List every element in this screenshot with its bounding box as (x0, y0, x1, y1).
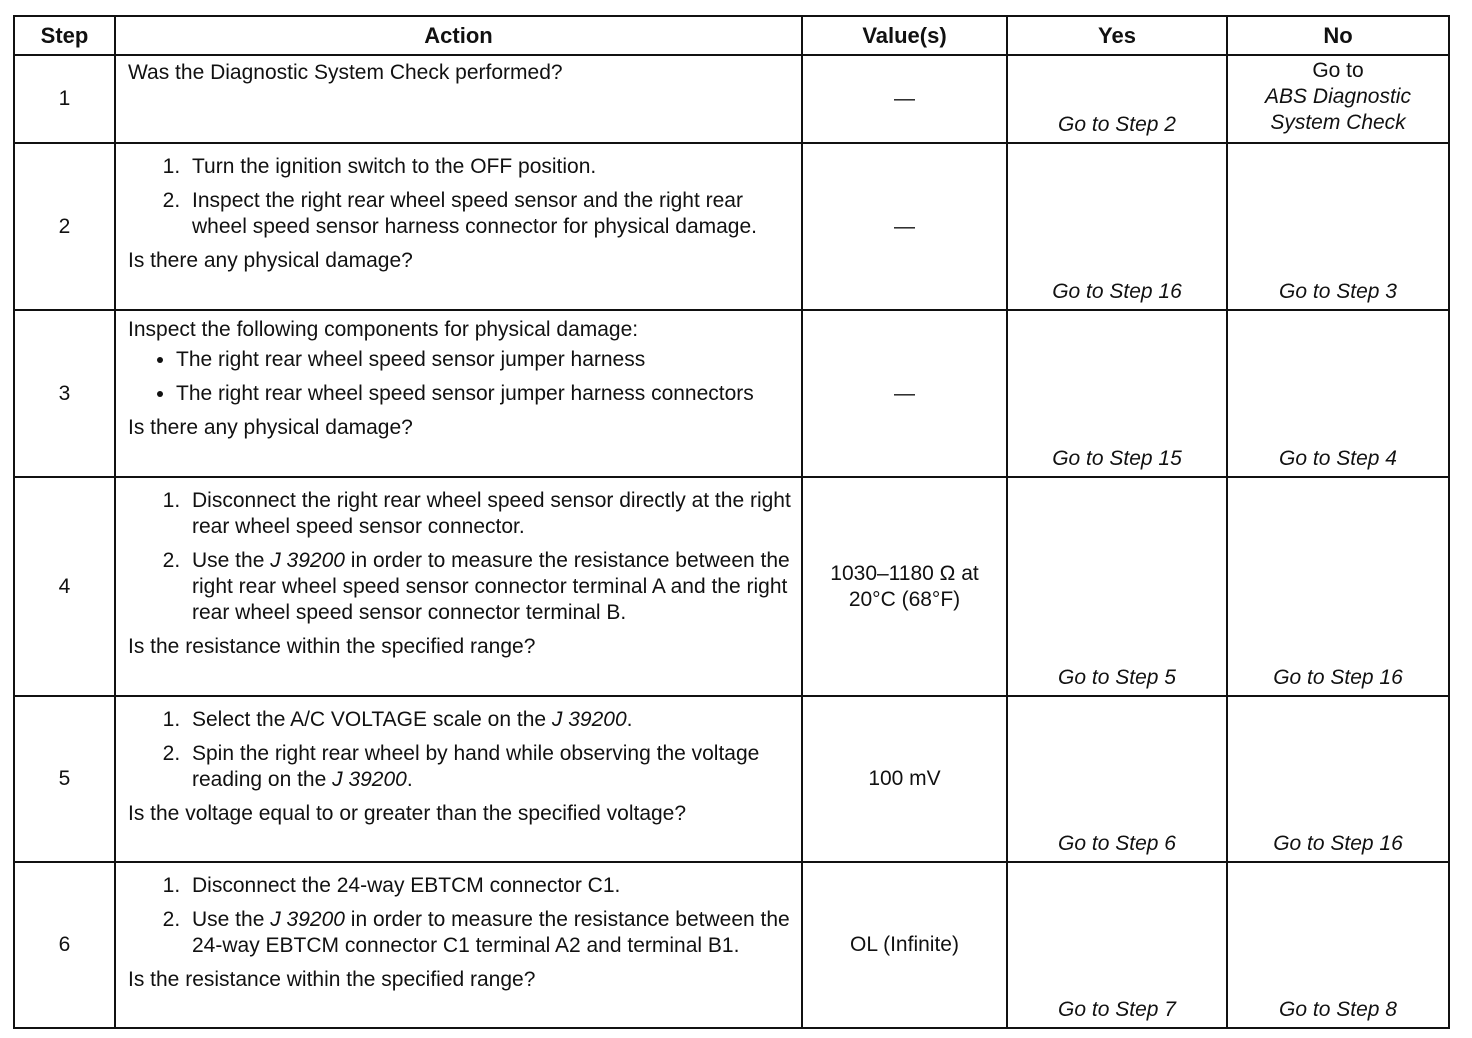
step-number: 5 (14, 696, 115, 862)
action-intro: Inspect the following components for physical damage: (128, 318, 639, 341)
header-values: Value(s) (802, 16, 1007, 55)
tool-reference: J 39200 (332, 768, 407, 791)
procedure-item: 1. Disconnect the 24-way EBTCM connector C1. (186, 873, 795, 899)
header-yes: Yes (1007, 16, 1227, 55)
table-row (14, 143, 1449, 310)
value-cell: — (802, 55, 1007, 143)
action-question: Is the voltage equal to or greater than the specified voltage? (128, 802, 687, 825)
procedure-item (186, 548, 795, 626)
component-list (128, 347, 795, 407)
value-cell: 100 mV (802, 696, 1007, 862)
value-cell: — (802, 143, 1007, 310)
procedure-text: in order to measure the resistance between the right rear wheel speed sensor connector terminal A and the right rear wheel speed sensor connector terminal B. (192, 549, 790, 624)
step-number: 6 (14, 862, 115, 1028)
action-cell (115, 696, 802, 862)
procedure-item (186, 907, 795, 959)
table-row (14, 862, 1449, 1028)
procedure-text: in order to measure the resistance between the 24-way EBTCM connector C1 terminal A2 and terminal B1. (192, 908, 790, 957)
yes-cell: Go to Step 15 (1007, 310, 1227, 477)
action-question: Is there any physical damage? (128, 416, 413, 439)
procedure-text: . (406, 768, 413, 791)
table-row (14, 477, 1449, 696)
diagnostic-table (13, 15, 1450, 1029)
component-item: • The right rear wheel speed sensor jumper harness (176, 347, 795, 373)
procedure-list (128, 154, 795, 240)
action-question: Is the resistance within the specified range? (128, 968, 536, 991)
procedure-item (186, 707, 795, 733)
action-cell (115, 862, 802, 1028)
value-cell: 1030–1180 Ω at 20°C (68°F) (802, 477, 1007, 696)
procedure-item: 1. Turn the ignition switch to the OFF position. (186, 154, 795, 180)
yes-cell: Go to Step 5 (1007, 477, 1227, 696)
step-number: 4 (14, 477, 115, 696)
no-cell: Go to Step 8 (1227, 862, 1449, 1028)
header-row (14, 16, 1449, 55)
table-row (14, 696, 1449, 862)
action-question: Is there any physical damage? (128, 249, 413, 272)
procedure-text: . (626, 708, 633, 731)
procedure-item (186, 741, 795, 793)
procedure-text: Select the A/C VOLTAGE scale on the (192, 708, 552, 731)
no-cell: Go to Step 3 (1227, 143, 1449, 310)
header-no: No (1227, 16, 1449, 55)
procedure-list (128, 873, 795, 959)
procedure-text: Spin the right rear wheel by hand while observing the voltage reading on the (192, 742, 760, 791)
table-row (14, 55, 1449, 143)
header-action: Action (115, 16, 802, 55)
step-number: 1 (14, 55, 115, 143)
procedure-list (128, 488, 795, 626)
procedure-item: 2. Inspect the right rear wheel speed sensor and the right rear wheel speed sensor harness connector for physical damage. (186, 188, 795, 240)
yes-cell: Go to Step 7 (1007, 862, 1227, 1028)
header-step: Step (14, 16, 115, 55)
value-cell: — (802, 310, 1007, 477)
yes-cell: Go to Step 6 (1007, 696, 1227, 862)
procedure-item: 1. Disconnect the right rear wheel speed sensor directly at the right rear wheel speed sensor connector. (186, 488, 795, 540)
tool-reference: J 39200 (270, 908, 345, 931)
step-number: 2 (14, 143, 115, 310)
yes-cell: Go to Step 2 (1007, 55, 1227, 143)
step-number: 3 (14, 310, 115, 477)
value-cell: OL (Infinite) (802, 862, 1007, 1028)
no-cell (1227, 55, 1449, 143)
procedure-text: Use the (192, 549, 271, 572)
no-cell: Go to Step 16 (1227, 477, 1449, 696)
no-plain-text: Go to (1312, 59, 1364, 82)
action-question: Was the Diagnostic System Check performed? (128, 61, 563, 84)
procedure-list (128, 707, 795, 793)
action-cell (115, 143, 802, 310)
no-reference-link: ABS Diagnostic System Check (1265, 85, 1411, 134)
action-question: Is the resistance within the specified range? (128, 635, 536, 658)
action-cell (115, 477, 802, 696)
no-cell: Go to Step 16 (1227, 696, 1449, 862)
tool-reference: J 39200 (551, 708, 627, 731)
yes-cell: Go to Step 16 (1007, 143, 1227, 310)
tool-reference: J 39200 (270, 549, 345, 572)
action-cell (115, 55, 802, 143)
table-row (14, 310, 1449, 477)
no-cell: Go to Step 4 (1227, 310, 1449, 477)
procedure-text: Use the (192, 908, 271, 931)
action-cell (115, 310, 802, 477)
component-item: • The right rear wheel speed sensor jumper harness connectors (176, 381, 795, 407)
